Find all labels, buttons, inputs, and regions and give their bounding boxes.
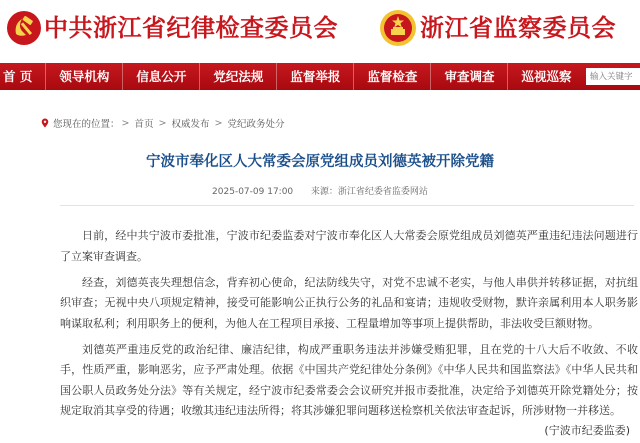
breadcrumb-home[interactable]: 首页	[134, 119, 154, 130]
main-navigation	[0, 63, 640, 90]
article-body	[60, 226, 638, 427]
site-header	[0, 0, 640, 60]
nav-inspection[interactable]: 监督检查	[354, 63, 431, 90]
breadcrumb-discipline-sanctions[interactable]: 党纪政务处分	[227, 119, 285, 130]
national-emblem-icon[interactable]	[378, 8, 418, 48]
article-datetime: 2025-07-09 17:00	[212, 187, 294, 197]
nav-report[interactable]: 监督举报	[277, 63, 354, 90]
nav-regulations[interactable]: 党纪法规	[200, 63, 277, 90]
title-divider	[60, 205, 634, 206]
search-input[interactable]	[586, 68, 640, 85]
article-source-label: 来源：	[310, 187, 338, 197]
cpc-discipline-commission-title[interactable]: 中共浙江省纪律检查委员会	[44, 13, 338, 42]
supervision-commission-title[interactable]: 浙江省监察委员会	[420, 13, 616, 42]
article-source-value: 浙江省纪委省监委网站	[337, 187, 428, 197]
nav-investigation[interactable]: 审查调查	[431, 63, 508, 90]
article-title: 宁波市奉化区人大常委会原党组成员刘德英被开除党籍	[146, 154, 494, 170]
breadcrumb-authority-release[interactable]: 权威发布	[171, 119, 210, 130]
nav-patrol[interactable]: 巡视巡察	[521, 69, 572, 84]
breadcrumb-separator: >	[214, 117, 223, 129]
breadcrumb-prefix: 您现在的位置：	[53, 119, 120, 130]
location-pin-icon	[40, 118, 50, 128]
breadcrumb-separator: >	[121, 117, 130, 129]
article-paragraph: 刘德英严重违反党的政治纪律、廉洁纪律，构成严重职务违法并涉嫌受贿犯罪，且在党的十八大后不收敛、不收手，性质严重，影响恶劣，应予严肃处理。依据《中国共产党纪律处分条例》《中华人民共和国监察法》《中华人民共和国公职人员政务处分法》等有关规定，经宁波市纪委常委会会议研究并报市委批准，决定给予刘德英开除党籍处分；按规定取消其享受的待遇；收缴其违纪违法所得；将其涉嫌犯罪问题移送检察机关依法审查起诉，所涉财物一并移送。	[60, 342, 638, 417]
article-footer-source: (宁波市纪委监委)	[544, 424, 630, 437]
breadcrumb-separator: >	[158, 117, 167, 129]
nav-info-disclosure[interactable]: 信息公开	[123, 63, 200, 90]
breadcrumb	[40, 116, 284, 130]
article-paragraph: 日前，经中共宁波市委批准，宁波市纪委监委对宁波市奉化区人大常委会原党组成员刘德英严重违纪违法问题进行了立案审查调查。	[60, 229, 638, 263]
nav-leadership[interactable]: 领导机构	[46, 63, 123, 90]
article-meta	[0, 184, 640, 197]
article-paragraph: 经查，刘德英丧失理想信念，背弃初心使命，纪法防线失守，对党不忠诚不老实，与他人串供并转移证据，对抗组织审查；无视中央八项规定精神，接受可能影响公正执行公务的礼品和宴请；违规收受财物，默许亲属利用本人职务影响谋取私利；利用职务上的便利，为他人在工程项目承接、工程量增加等事项上提供帮助，非法收受巨额财物。	[60, 275, 638, 330]
nav-home[interactable]: 首 页	[0, 63, 46, 90]
party-emblem-icon[interactable]	[6, 10, 42, 46]
